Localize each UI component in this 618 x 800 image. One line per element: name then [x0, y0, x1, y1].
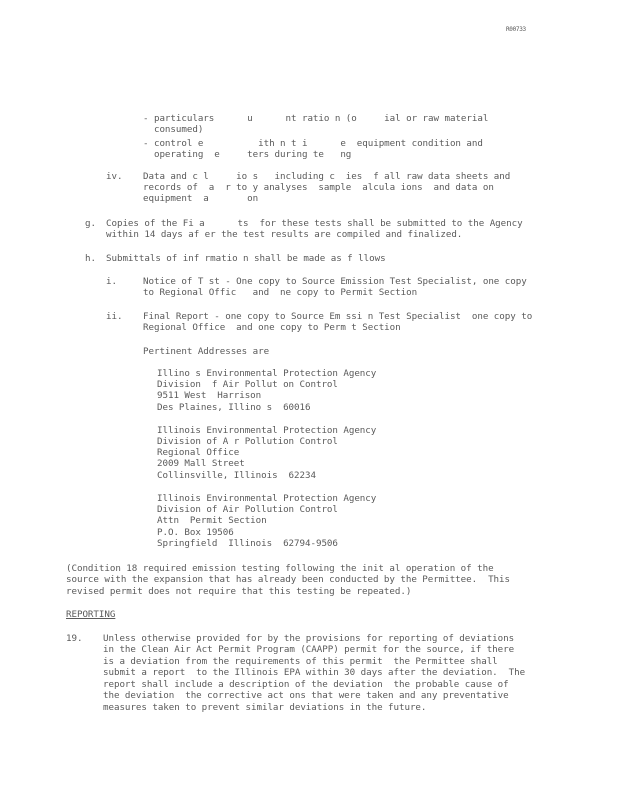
paragraph-line: Copies of the Fi a ts for these tests shall be submitted to the Agency: [106, 218, 523, 229]
item-label: ii.: [106, 311, 123, 322]
address-line: Collinsville, Illinois 62234: [157, 470, 316, 481]
address-line: Illino s Environmental Protection Agency: [157, 368, 377, 379]
item-label: g.: [85, 218, 96, 229]
item-label: 19.: [66, 633, 83, 644]
address-line: P.O. Box 19506: [157, 527, 234, 538]
bullet-line: consumed): [143, 124, 204, 135]
item-label: i.: [106, 276, 117, 287]
paragraph-line: report shall include a description of the deviation the probable cause of: [103, 679, 509, 690]
paragraph-line: Submittals of inf rmatio n shall be made as f llows: [106, 253, 386, 264]
paragraph-line: is a deviation from the requirements of this permit the Permittee shall: [103, 656, 498, 667]
condition-note-line: source with the expansion that has already been conducted by the Permittee. This: [66, 574, 510, 585]
address-line: Illinois Environmental Protection Agency: [157, 425, 377, 436]
reporting-heading: REPORTING: [66, 609, 116, 620]
paragraph-line: in the Clean Air Act Permit Program (CAAPP) permit for the source, if there: [103, 644, 515, 655]
item-label: iv.: [106, 171, 123, 182]
item-label: h.: [85, 253, 96, 264]
paragraph-line: Unless otherwise provided for by the provisions for reporting of deviations: [103, 633, 515, 644]
address-line: Division of Air Pollution Control: [157, 504, 338, 515]
condition-note-line: (Condition 18 required emission testing following the init al operation of the: [66, 563, 494, 574]
paragraph-line: Data and c l io s including c ies f all raw data sheets and: [143, 171, 511, 182]
paragraph-line: Regional Office and one copy to Perm t Section: [143, 322, 401, 333]
addresses-heading: Pertinent Addresses are: [143, 346, 270, 357]
address-line: 2009 Mall Street: [157, 458, 245, 469]
address-line: Regional Office: [157, 447, 240, 458]
bullet-line: - control e ith n t i e equipment condition and: [143, 138, 483, 149]
address-line: Division f Air Pollut on Control: [157, 379, 338, 390]
paragraph-line: the deviation the corrective act ons that were taken and any preventative: [103, 690, 509, 701]
paragraph-line: to Regional Offic and ne copy to Permit Section: [143, 287, 418, 298]
address-line: 9511 West Harrison: [157, 390, 262, 401]
address-line: Division of A r Pollution Control: [157, 436, 338, 447]
paragraph-line: submit a report to the Illinois EPA within 30 days after the deviation. The: [103, 667, 526, 678]
paragraph-line: equipment a on: [143, 193, 259, 204]
address-line: Springfield Illinois 62794-9506: [157, 538, 338, 549]
paragraph-line: measures taken to prevent similar deviations in the future.: [103, 702, 427, 713]
address-line: Illinois Environmental Protection Agency: [157, 493, 377, 504]
bullet-line: operating e ters during te ng: [143, 149, 352, 160]
paragraph-line: within 14 days af er the test results are compiled and finalized.: [106, 229, 463, 240]
address-line: Attn Permit Section: [157, 515, 267, 526]
address-line: Des Plaines, Illino s 60016: [157, 402, 311, 413]
bullet-line: - particulars u nt ratio n (o ial or raw material: [143, 113, 489, 124]
paragraph-line: Notice of T st - One copy to Source Emission Test Specialist, one copy: [143, 276, 527, 287]
condition-note-line: revised permit does not require that this testing be repeated.): [66, 586, 412, 597]
paragraph-line: Final Report - one copy to Source Em ssi n Test Specialist one copy to: [143, 311, 533, 322]
document-id: R00733: [506, 26, 526, 33]
paragraph-line: records of a r to y analyses sample alcula ions and data on: [143, 182, 494, 193]
